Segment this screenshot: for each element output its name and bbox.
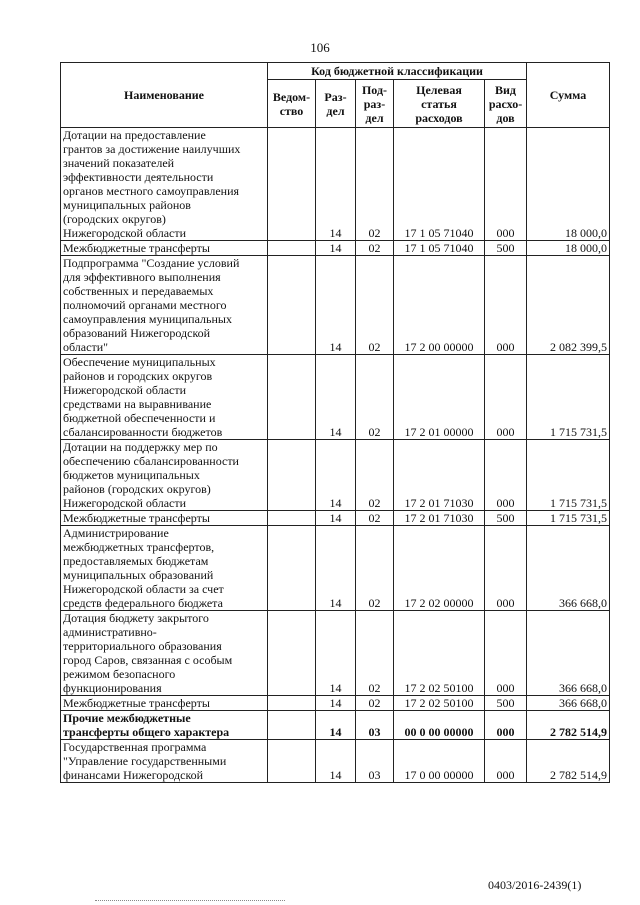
row-department-cell xyxy=(268,711,316,740)
header-classification-group: Код бюджетной классификации xyxy=(268,63,527,80)
row-name-cell: Межбюджетные трансферты xyxy=(61,241,268,256)
row-department-cell xyxy=(268,696,316,711)
row-sum-cell: 1 715 731,5 xyxy=(527,355,610,440)
row-department-cell xyxy=(268,740,316,783)
table-row xyxy=(61,511,610,526)
row-target-item-cell: 17 0 00 00000 xyxy=(394,740,485,783)
row-department-cell xyxy=(268,526,316,611)
table-row xyxy=(61,241,610,256)
row-expense-type-cell: 000 xyxy=(485,355,527,440)
table-header xyxy=(61,63,610,128)
row-department-cell xyxy=(268,511,316,526)
row-target-item-cell: 17 2 02 50100 xyxy=(394,696,485,711)
header-sum: Сумма xyxy=(527,63,610,128)
row-section-cell: 14 xyxy=(316,440,356,511)
row-section-cell: 14 xyxy=(316,696,356,711)
row-name-cell: Дотации на предоставление грантов за достижение наилучших значений показателей эффективности деятельности органов местного самоуправления муниципальных районов (городских округов) Нижегородской области xyxy=(61,128,268,241)
page-number: 106 xyxy=(310,40,330,55)
budget-table xyxy=(60,62,610,783)
row-target-item-cell: 17 1 05 71040 xyxy=(394,241,485,256)
table-body xyxy=(61,128,610,783)
row-sum-cell: 1 715 731,5 xyxy=(527,511,610,526)
row-name-cell: Прочие межбюджетные трансферты общего характера xyxy=(61,711,268,740)
row-section-cell: 14 xyxy=(316,128,356,241)
row-subsection-cell: 02 xyxy=(356,440,394,511)
row-sum-cell: 2 782 514,9 xyxy=(527,740,610,783)
scan-artifact-line xyxy=(95,900,285,902)
row-expense-type-cell: 000 xyxy=(485,711,527,740)
row-name-cell: Администрирование межбюджетных трансфертов, предоставляемых бюджетам муниципальных образований Нижегородской области за счет средств федерального бюджета xyxy=(61,526,268,611)
row-expense-type-cell: 500 xyxy=(485,241,527,256)
row-department-cell xyxy=(268,256,316,355)
row-target-item-cell: 17 2 00 00000 xyxy=(394,256,485,355)
row-expense-type-cell: 000 xyxy=(485,256,527,355)
row-department-cell xyxy=(268,611,316,696)
row-name-cell: Обеспечение муниципальных районов и городских округов Нижегородской области средствами на выравнивание бюджетной обеспеченности и сбалансированности бюджетов xyxy=(61,355,268,440)
row-sum-cell: 366 668,0 xyxy=(527,611,610,696)
row-target-item-cell: 17 2 02 00000 xyxy=(394,526,485,611)
row-subsection-cell: 03 xyxy=(356,711,394,740)
row-subsection-cell: 02 xyxy=(356,511,394,526)
table-row xyxy=(61,711,610,740)
row-expense-type-cell: 000 xyxy=(485,128,527,241)
row-subsection-cell: 02 xyxy=(356,128,394,241)
row-section-cell: 14 xyxy=(316,355,356,440)
row-section-cell: 14 xyxy=(316,711,356,740)
table-row xyxy=(61,128,610,241)
row-section-cell: 14 xyxy=(316,611,356,696)
row-name-cell: Межбюджетные трансферты xyxy=(61,696,268,711)
row-subsection-cell: 02 xyxy=(356,526,394,611)
row-section-cell: 14 xyxy=(316,241,356,256)
table-row xyxy=(61,611,610,696)
row-sum-cell: 2 082 399,5 xyxy=(527,256,610,355)
row-name-cell: Государственная программа "Управление государственными финансами Нижегородской xyxy=(61,740,268,783)
table-row xyxy=(61,355,610,440)
table-row xyxy=(61,440,610,511)
row-target-item-cell: 00 0 00 00000 xyxy=(394,711,485,740)
row-name-cell: Дотация бюджету закрытого административно- территориального образования город Саров, связанная с особым режимом безопасного функционирования xyxy=(61,611,268,696)
header-expense-type: Вид расхо- дов xyxy=(485,80,527,128)
header-subsection: Под- раз- дел xyxy=(356,80,394,128)
row-department-cell xyxy=(268,241,316,256)
row-department-cell xyxy=(268,128,316,241)
row-section-cell: 14 xyxy=(316,256,356,355)
row-expense-type-cell: 000 xyxy=(485,440,527,511)
row-expense-type-cell: 500 xyxy=(485,696,527,711)
row-subsection-cell: 02 xyxy=(356,611,394,696)
row-expense-type-cell: 000 xyxy=(485,611,527,696)
row-sum-cell: 18 000,0 xyxy=(527,128,610,241)
row-subsection-cell: 02 xyxy=(356,241,394,256)
row-section-cell: 14 xyxy=(316,526,356,611)
row-subsection-cell: 02 xyxy=(356,256,394,355)
header-name: Наименование xyxy=(61,63,268,128)
table-row xyxy=(61,740,610,783)
table-row xyxy=(61,696,610,711)
row-subsection-cell: 02 xyxy=(356,355,394,440)
table-row xyxy=(61,256,610,355)
row-target-item-cell: 17 1 05 71040 xyxy=(394,128,485,241)
row-target-item-cell: 17 2 02 50100 xyxy=(394,611,485,696)
row-section-cell: 14 xyxy=(316,511,356,526)
row-sum-cell: 18 000,0 xyxy=(527,241,610,256)
row-expense-type-cell: 500 xyxy=(485,511,527,526)
row-name-cell: Подпрограмма "Создание условий для эффективного выполнения собственных и передаваемых полномочий органами местного самоуправления муниципальных образований Нижегородской области" xyxy=(61,256,268,355)
row-section-cell: 14 xyxy=(316,740,356,783)
row-expense-type-cell: 000 xyxy=(485,740,527,783)
row-sum-cell: 1 715 731,5 xyxy=(527,440,610,511)
header-target-item: Целевая статья расходов xyxy=(394,80,485,128)
header-department: Ведом- ство xyxy=(268,80,316,128)
row-target-item-cell: 17 2 01 71030 xyxy=(394,440,485,511)
row-name-cell: Дотации на поддержку мер по обеспечению сбалансированности бюджетов муниципальных районов (городских округов) Нижегородской области xyxy=(61,440,268,511)
row-department-cell xyxy=(268,355,316,440)
row-sum-cell: 366 668,0 xyxy=(527,696,610,711)
document-code: 0403/2016-2439(1) xyxy=(488,878,582,892)
row-subsection-cell: 03 xyxy=(356,740,394,783)
row-subsection-cell: 02 xyxy=(356,696,394,711)
row-target-item-cell: 17 2 01 00000 xyxy=(394,355,485,440)
row-sum-cell: 366 668,0 xyxy=(527,526,610,611)
row-department-cell xyxy=(268,440,316,511)
table-row xyxy=(61,526,610,611)
row-sum-cell: 2 782 514,9 xyxy=(527,711,610,740)
row-expense-type-cell: 000 xyxy=(485,526,527,611)
header-section: Раз- дел xyxy=(316,80,356,128)
row-name-cell: Межбюджетные трансферты xyxy=(61,511,268,526)
row-target-item-cell: 17 2 01 71030 xyxy=(394,511,485,526)
